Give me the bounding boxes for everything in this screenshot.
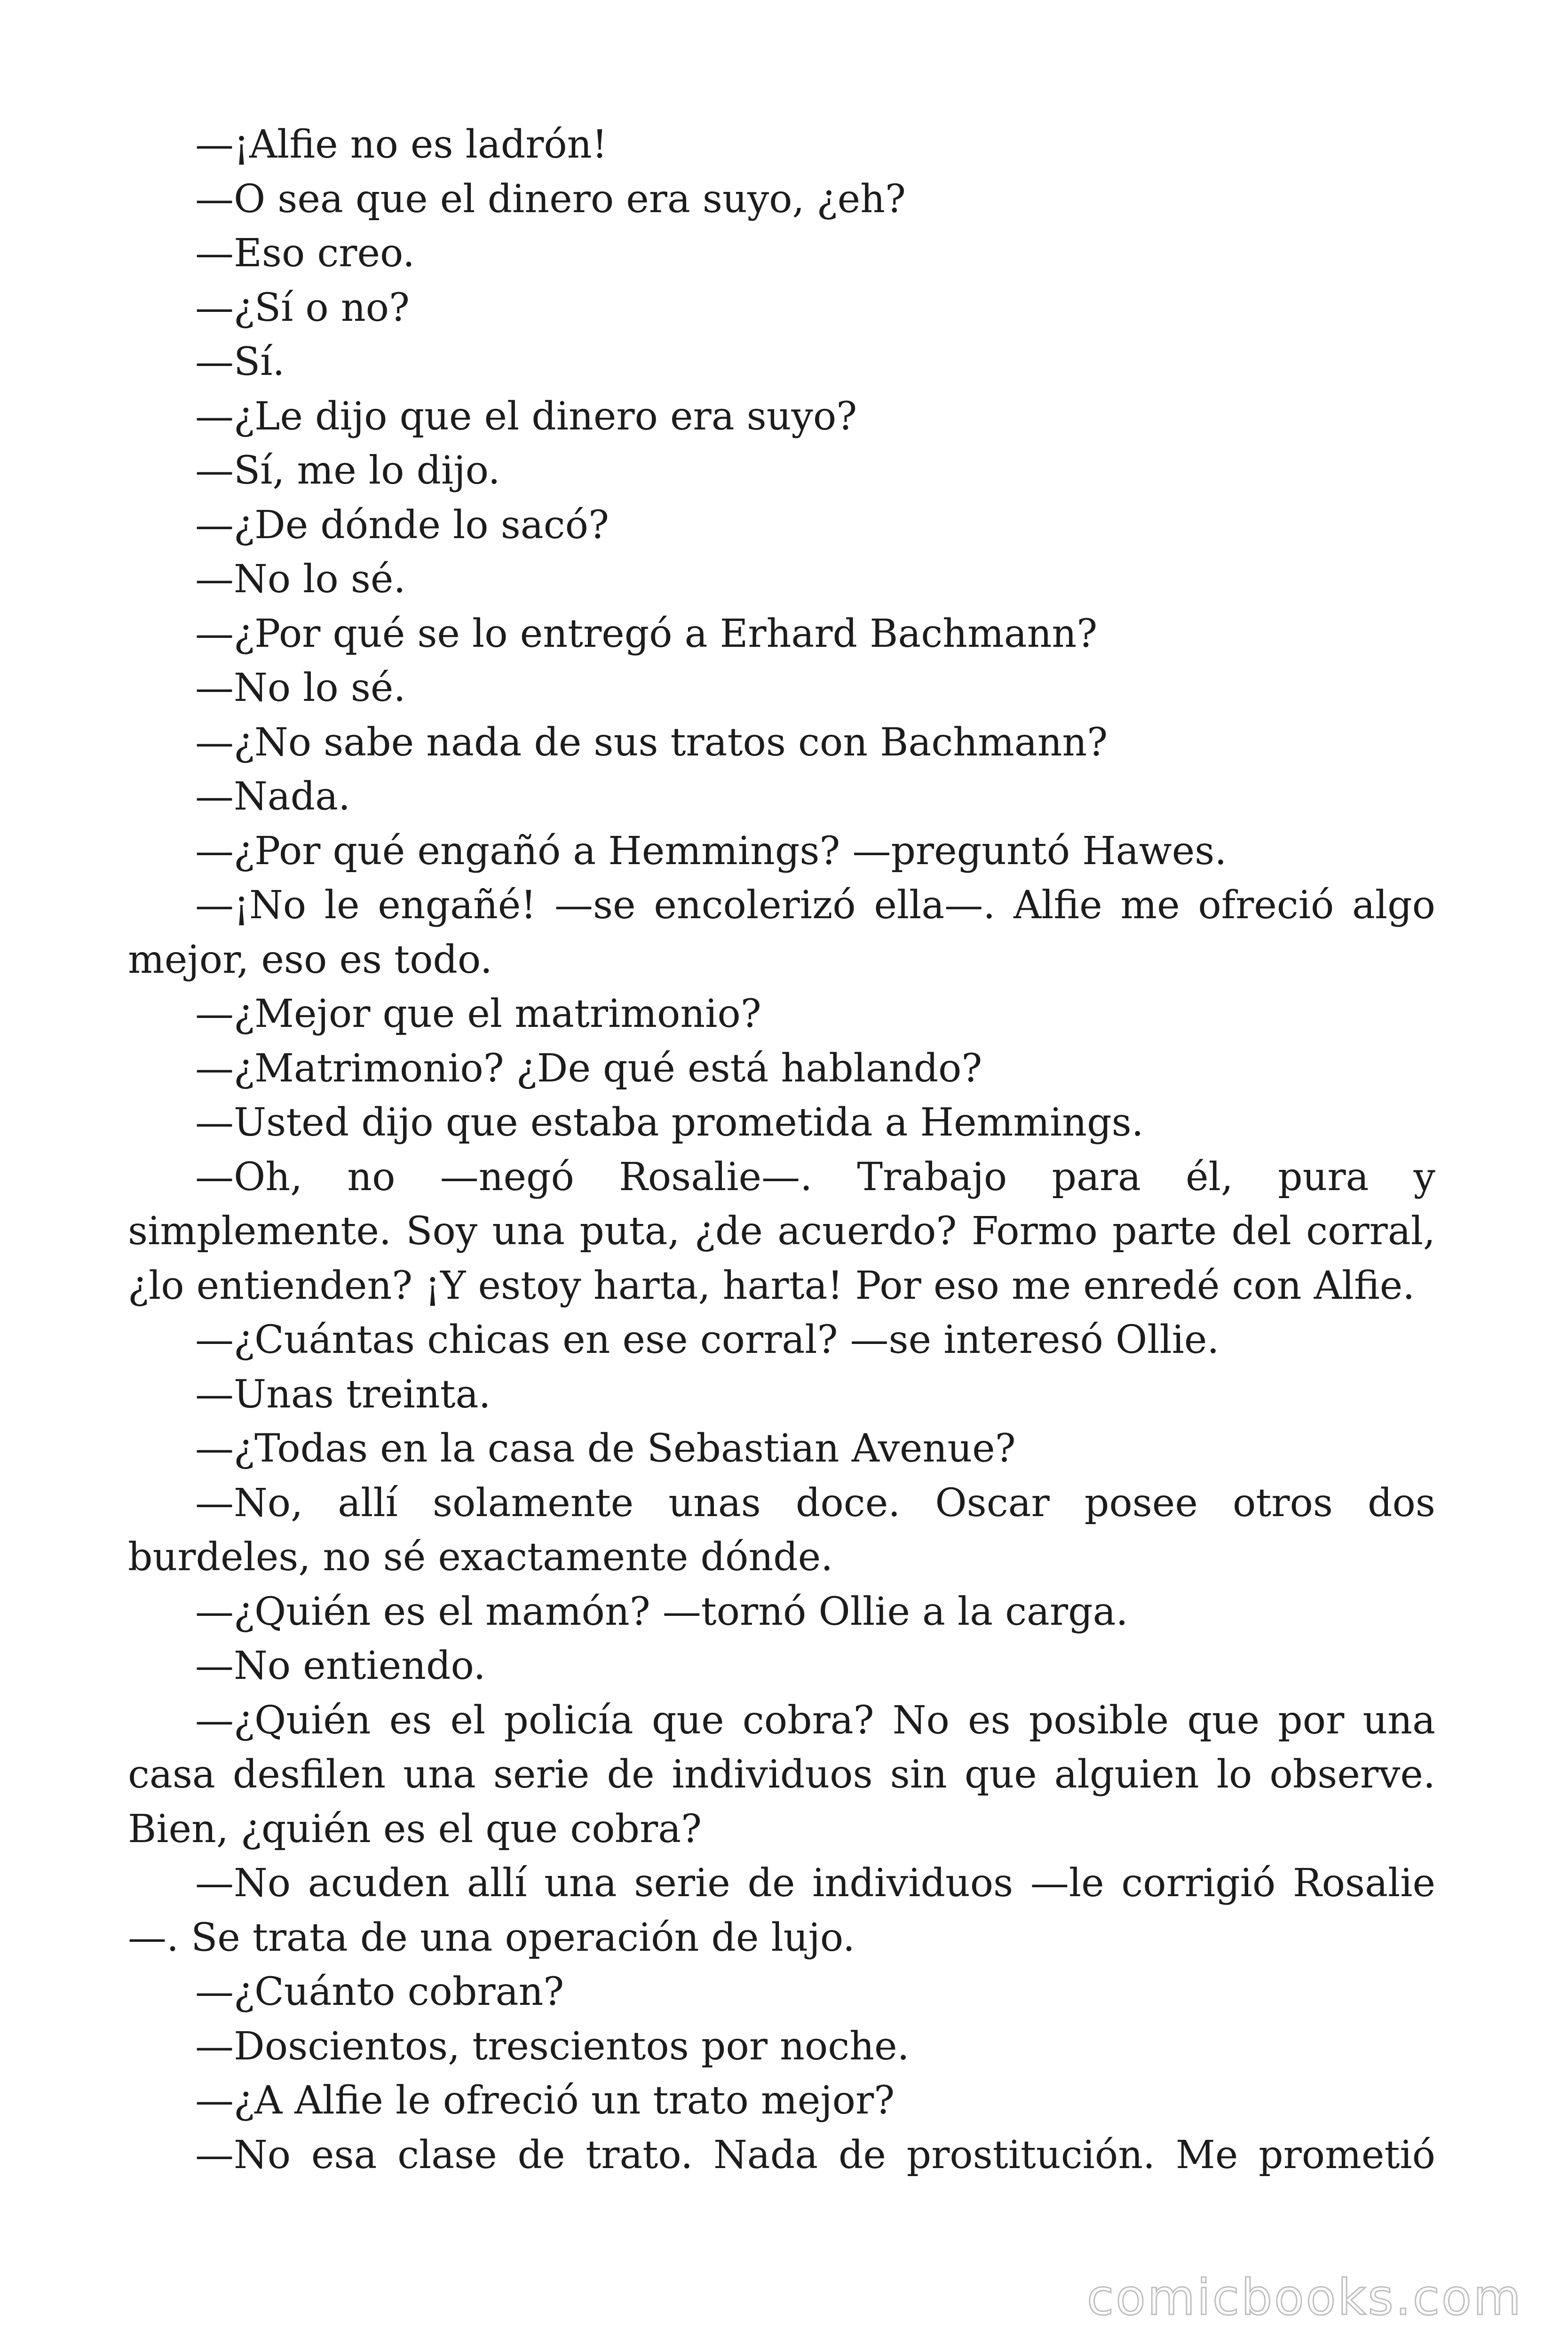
paragraph: —¿De dónde lo sacó? xyxy=(195,502,609,548)
paragraph: —¡No le engañé! —se encolerizó ella—. Alfie me ofreció algo mejor, eso es todo. xyxy=(128,883,1435,982)
paragraph-continued: —No esa clase de trato. Nada de prostitución. Me prometió xyxy=(195,2132,1435,2177)
paragraph: —Doscientos, trescientos por noche. xyxy=(195,2024,910,2069)
paragraph: —¿Sí o no? xyxy=(195,285,410,330)
paragraph: —No entiendo. xyxy=(195,1644,486,1688)
paragraph: —¿Quién es el mamón? —tornó Ollie a la carga. xyxy=(195,1589,1128,1634)
paragraph: —No, allí solamente unas doce. Oscar posee otros dos burdeles, no sé exactamente dónde. xyxy=(128,1480,1435,1580)
paragraph: —No lo sé. xyxy=(195,666,406,710)
paragraph: —No lo sé. xyxy=(195,557,406,602)
paragraph: —Sí, me lo dijo. xyxy=(195,448,500,493)
paragraph: —O sea que el dinero era suyo, ¿eh? xyxy=(195,176,906,222)
paragraph: —¿A Alfie le ofreció un trato mejor? xyxy=(195,2078,895,2123)
paragraph: —¡Alfie no es ladrón! xyxy=(195,122,608,167)
paragraph: —Oh, no —negó Rosalie—. Trabajo para él, pura y simplemente. Soy una puta, ¿de acuerdo? Formo parte del corral, ¿lo entienden? ¡Y estoy harta, harta! Por eso me enredé con Alfie. xyxy=(128,1154,1435,1308)
paragraph: —¿Por qué se lo entregó a Erhard Bachmann? xyxy=(195,611,1098,656)
paragraph: —¿Todas en la casa de Sebastian Avenue? xyxy=(195,1426,1016,1471)
watermark-logo: comicbooks.com xyxy=(1086,2269,1523,2326)
paragraph: —No acuden allí una serie de individuos —le corrigió Rosalie—. Se trata de una operación de lujo. xyxy=(128,1861,1435,1960)
paragraph: —Unas treinta. xyxy=(195,1372,491,1417)
paragraph: —Eso creo. xyxy=(195,231,415,276)
paragraph: —Nada. xyxy=(195,774,351,819)
paragraph: —¿Le dijo que el dinero era suyo? xyxy=(195,394,857,439)
paragraph: —¿Por qué engañó a Hemmings? —preguntó Hawes. xyxy=(195,828,1227,874)
paragraph: —¿Matrimonio? ¿De qué está hablando? xyxy=(195,1046,982,1091)
paragraph: —¿Quién es el policía que cobra? No es posible que por una casa desfilen una serie de individuos sin que alguien lo observe. Bien, ¿quién es el que cobra? xyxy=(128,1698,1435,1851)
paragraph: —¿No sabe nada de sus tratos con Bachmann? xyxy=(195,720,1108,765)
paragraph: —¿Cuántas chicas en ese corral? —se interesó Ollie. xyxy=(195,1318,1220,1362)
paragraph: —Sí. xyxy=(195,340,285,384)
paragraph: —¿Cuánto cobran? xyxy=(195,1970,564,2014)
paragraph: —¿Mejor que el matrimonio? xyxy=(195,992,761,1036)
page-text xyxy=(128,118,1435,2182)
paragraph: —Usted dijo que estaba prometida a Hemmings. xyxy=(195,1100,1144,1145)
